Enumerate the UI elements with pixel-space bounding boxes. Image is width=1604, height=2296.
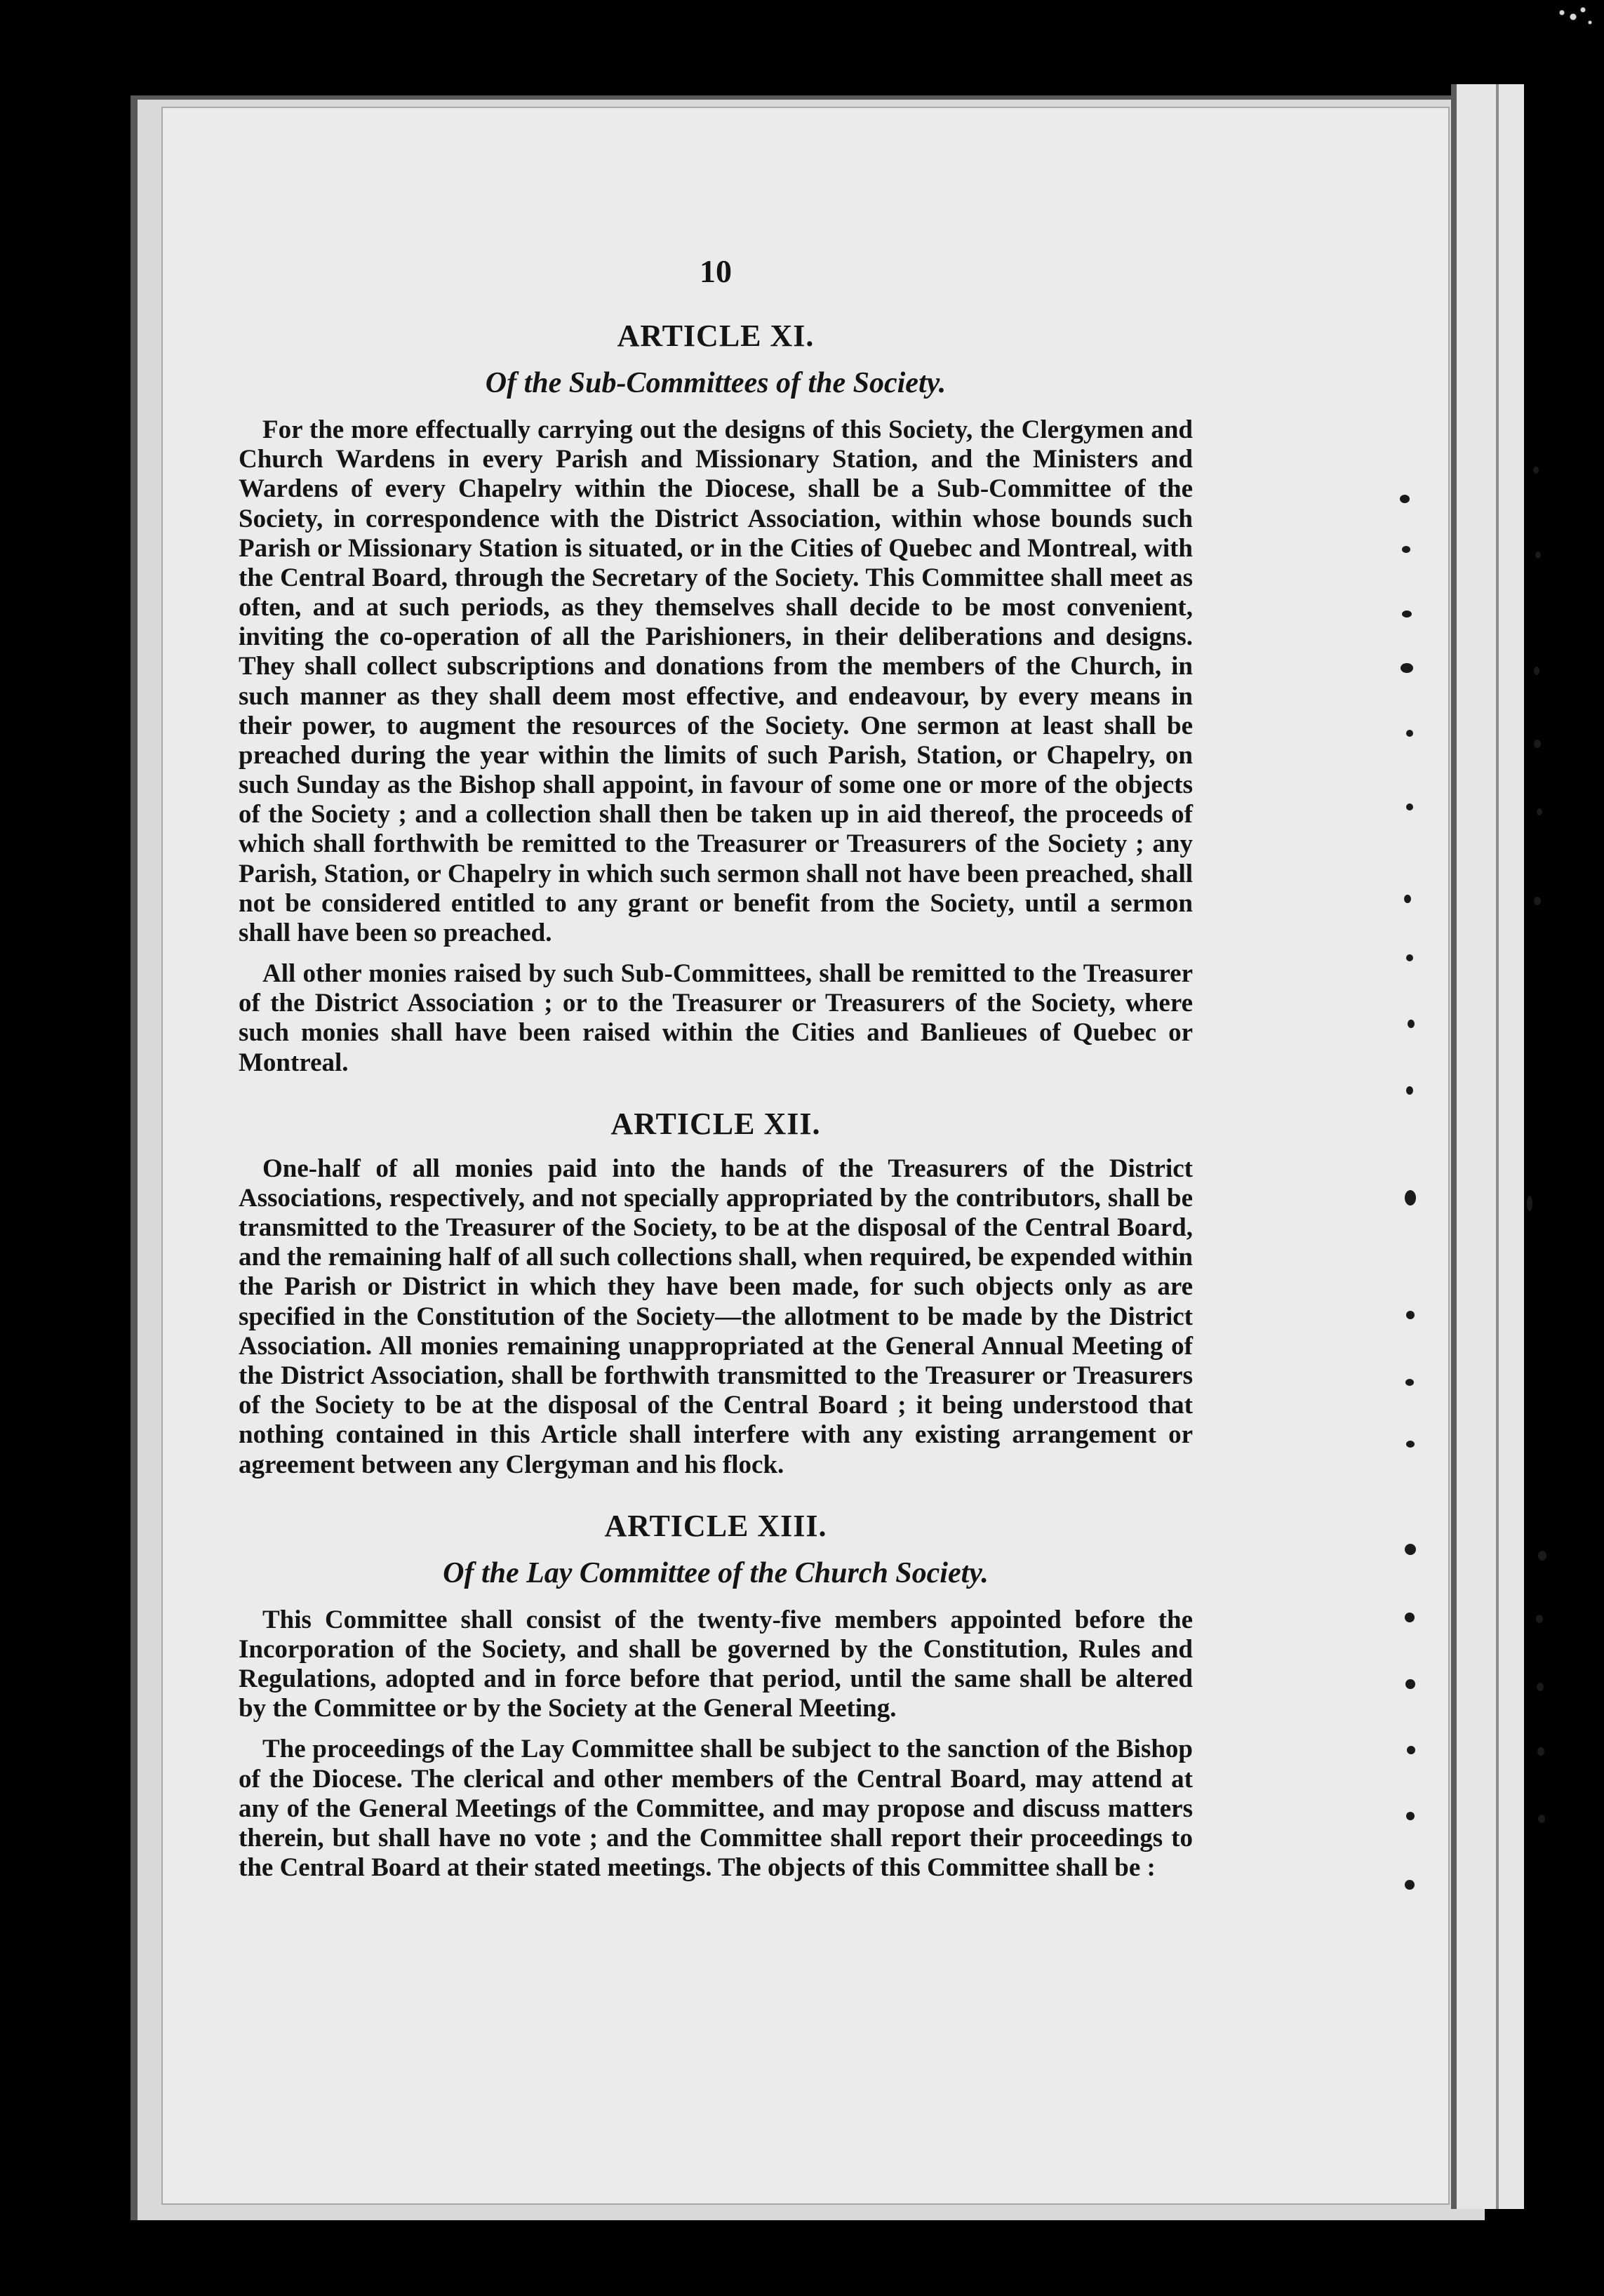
scan-speck [1405,1379,1414,1386]
scan-speck [1406,1812,1415,1820]
scan-speck [1406,1086,1413,1095]
article-paragraph: All other monies raised by such Sub-Committees, shall be remitted to the Treasurer of the District Association ; or to the Treasurer or Treasurers of the Society, where such monies shall have been raised within the Cities and Banlieues of Quebec or Montreal. [239,959,1193,1077]
scan-speck [1534,740,1541,748]
section-gap [239,1078,1193,1106]
article-heading: ARTICLE XII. [610,1106,821,1141]
section-gap [239,1480,1193,1508]
scan-speck [1408,1020,1415,1028]
scan-speck [1538,1551,1546,1561]
scan-speck [1405,1190,1416,1206]
scan-speck [1533,467,1539,474]
scan-speck [1534,897,1541,905]
scan-speck [1401,663,1413,673]
scan-speck [1405,1880,1415,1890]
scan-speck [1406,1441,1415,1448]
scan-dust [1549,1,1598,32]
scan-speck [1405,1544,1416,1555]
scan-speck [1406,730,1413,737]
scan-speck [1407,1746,1415,1754]
page-text-block [239,253,1193,1883]
scan-speck [1535,552,1541,559]
scan-speck [1406,954,1413,961]
scan-speck [1402,546,1410,553]
adjacent-page-edge [1451,84,1524,2209]
scan-speck [1537,1683,1544,1691]
article-paragraph: One-half of all monies paid into the hands of the Treasurers of the District Associations, respectively, and not specially appropriated by the contributors, shall be transmitted to the Treasurer of the Society, to be at the disposal of the Central Board, and the remaining half of all such collections shall, when required, be expended within the Parish or District in which they have been made, for such objects only as are specified in the Constitution of the Society—the allotment to be made by the District Association. All monies remaining unappropriated at the General Annual Meeting of the District Association, shall be forthwith transmitted to the Treasurer or Treasurers of the Society to be at the disposal of the Central Board ; it being understood that nothing contained in this Article shall interfere with any existing arrangement or agreement between any Clergyman and his flock. [239,1154,1193,1479]
scan-speck [1404,895,1411,903]
article-heading: ARTICLE XI. [617,319,815,353]
article-paragraph: The proceedings of the Lay Committee shall be subject to the sanction of the Bishop of the Diocese. The clerical and other members of the Central Board, may attend at any of the General Meetings of the Committee, and may propose and discuss matters therein, but shall have no vote ; and the Committee shall report their proceedings to the Central Board at their stated meetings. The objects of this Committee shall be : [239,1735,1193,1883]
scan-speck [1400,495,1410,503]
paragraph-gap [239,948,1193,959]
scan-speck [1534,667,1539,675]
article-subheading: Of the Sub-Committees of the Society. [485,367,947,399]
article-paragraph: This Committee shall consist of the twenty-five members appointed before the Incorporation of the Society, and shall be governed by the Constitution, Rules and Regulations, adopted and in force before that period, until the same shall be altered by the Committee or by the Society at the General Meeting. [239,1605,1193,1723]
paragraph-gap [239,1723,1193,1735]
scan-speck [1537,1747,1544,1756]
scan-speck [1405,1679,1415,1689]
scan-speck [1405,1613,1415,1622]
scan-speck [1537,808,1542,815]
scan-speck [1406,1311,1415,1319]
scan-speck [1402,610,1412,618]
scan-speck [1536,1615,1543,1623]
article-subheading: Of the Lay Committee of the Church Society. [443,1556,989,1589]
scan-speck [1527,1196,1532,1211]
scan-speck [1406,803,1413,810]
scan-speck [1538,1815,1545,1823]
article-paragraph: For the more effectually carrying out the designs of this Society, the Clergymen and Church Wardens in every Parish and Missionary Station, and the Ministers and Wardens of every Chapelry within the Diocese, shall be a Sub-Committee of the Society, in correspondence with the District Association, within whose bounds such Parish or Missionary Station is situated, or in the Cities of Quebec and Montreal, with the Central Board, through the Secretary of the Society. This Committee shall meet as often, and at such periods, as they themselves shall decide to be most convenient, inviting the co-operation of all the Parishioners, in their deliberations and designs. They shall collect subscriptions and donations from the members of the Church, in such manner as they shall deem most effective, and endeavour, by every means in their power, to augment the resources of the Society. One sermon at least shall be preached during the year within the limits of such Parish, Station, or Chapelry, on such Sunday as the Bishop shall appoint, in favour of some one or more of the objects of the Society ; and a collection shall then be taken up in aid thereof, the proceeds of which shall forthwith be remitted to the Treasurer or Treasurers of the Society ; any Parish, Station, or Chapelry in which such sermon shall not have been preached, shall not be considered entitled to any grant or benefit from the Society, until a sermon shall have been so preached. [239,415,1193,947]
page-number: 10 [700,253,732,289]
article-heading: ARTICLE XIII. [604,1508,827,1543]
